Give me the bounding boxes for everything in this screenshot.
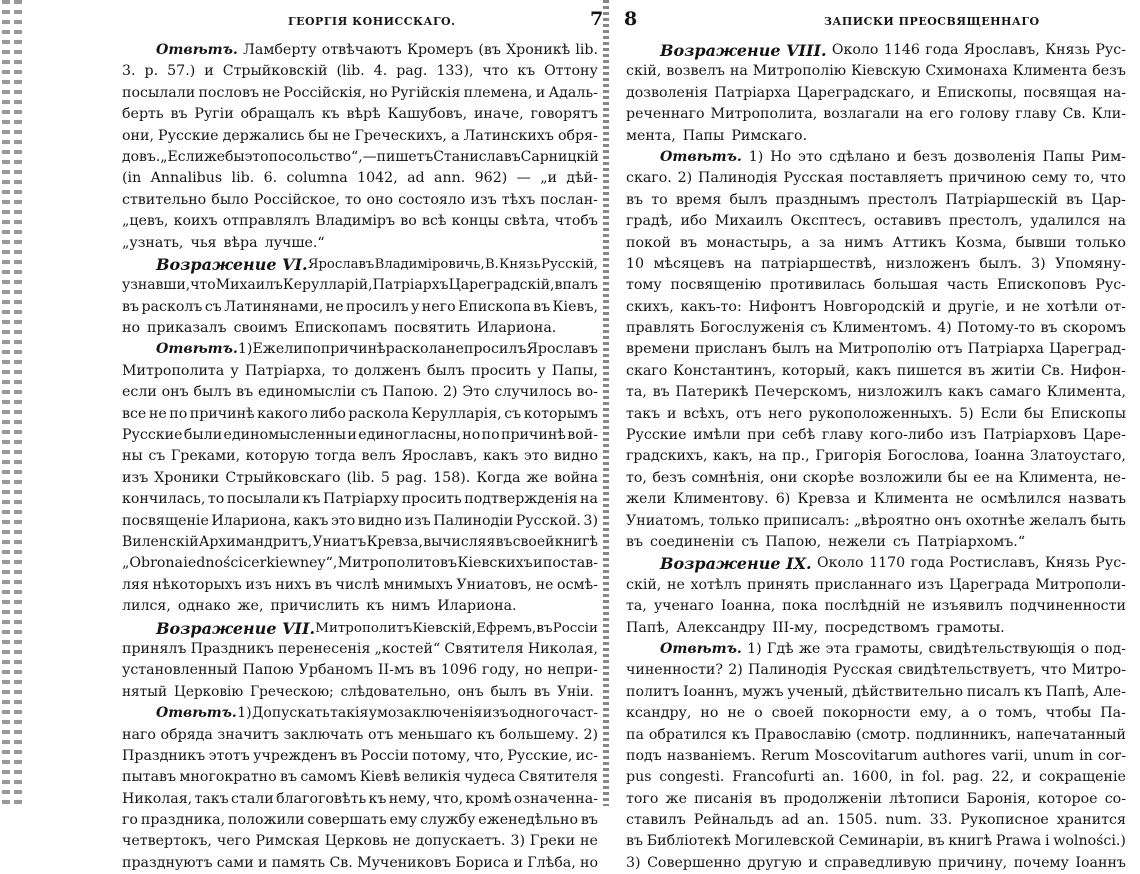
right-page-text-line: того же писанія въ продолженіи лѣтописи Баронія, которое со- — [626, 790, 1126, 807]
left-page-text-line: го праздника, положили совершать ему службу еженедѣльно въ — [122, 812, 598, 829]
right-page-text-line: скій, возвелъ на Митрополію Кіевскую Схимонаха Климента безъ — [626, 63, 1126, 80]
right-page-text-line: скаго. 2) Палинодія Русская поставляетъ причиною сему то, что — [626, 170, 1126, 187]
left-page-text-line: Праздникъ этотъ учрежденъ въ Россіи потому, что, Русские, ис- — [122, 747, 598, 764]
left-page-text-line: все не по причинѣ какого либо раскола Керулларія, съ которымъ — [122, 405, 598, 422]
right-page-text-line: политъ Іоаннъ, мужъ ученый, дѣйствительно писалъ къ Папѣ, Але- — [626, 683, 1126, 700]
left-page-text-line: Виленскій Архимандритъ, Униатъ Кревза, вычисляя въ своей книгѣ — [122, 533, 598, 550]
paragraph-label: Возражение IX. — [660, 554, 812, 574]
right-page-text-line: Отвѣтъ. 1) Гдѣ же эта грамоты, свидѣтельствующія о под- — [626, 639, 1126, 660]
right-running-title: ЗАПИСКИ ПРЕОСВЯЩЕННАГО — [824, 15, 1040, 28]
right-page-text-line: ксандру, но не о своей покорности ему, а о томъ, чтобы Па- — [626, 705, 1126, 722]
left-page-number: 7 — [590, 8, 604, 30]
right-page-text-line: 10 мѣсяцевъ на патріаршествѣ, низложенъ былъ. 3) Упомяну- — [626, 255, 1126, 272]
left-page-text-line: „Obrona iedności cerkiewney“, Митрополитовъ Кіевскихъ и постав- — [122, 555, 598, 572]
left-page-header — [0, 8, 606, 36]
left-page-text-line: лился, однако же, причислить къ нимъ Илариона. — [122, 598, 517, 615]
paragraph-label: Отвѣтъ. — [660, 148, 742, 165]
right-page-text-line: покой въ монастырь, а за нимъ Аттикъ Козма, бывши только — [626, 234, 1126, 251]
left-page-text-line: Николая, такъ стали благоговѣть къ нему, что, кромѣ означенна- — [122, 790, 598, 807]
paragraph-label: Отвѣтъ. — [156, 341, 238, 358]
left-page-text-line: четвертокъ, чего Римская Церковь не допускаетъ. 3) Греки не — [122, 833, 598, 850]
right-page-text-line: скій, не хотѣлъ принять присланнаго изъ Цареграда Митрополи- — [626, 576, 1126, 593]
right-page-text-line: ставилъ Рейнальдъ ad an. 1505. num. 33. Рукописное хранится — [626, 812, 1126, 829]
right-page-text-line: такъ и всѣхъ, отъ него рукоположенныхъ. 5) Если бы Епископы — [626, 405, 1126, 422]
left-page-text-line: ны съ Греками, которую тогда велъ Ярославъ, какъ это видно — [122, 448, 598, 465]
right-page-text-line: Отвѣтъ. 1) Но это сдѣлано и безъ дозволенія Папы Рим- — [626, 147, 1126, 168]
left-page-text-line: Русские были единомысленны и единогласны, но по причинѣ вой- — [122, 427, 598, 444]
right-page — [612, 0, 1140, 871]
left-page-text-line: довъ. „Если же бы это посольство“, — пишетъ Станиславъ Сарницкій — [122, 148, 599, 165]
right-page-text-line: та, ученаго Іоанна, пока послѣдній не изъявилъ подчиненности — [626, 598, 1126, 615]
left-page-text-line: Отвѣтъ. Ламберту отвѣчаютъ Кромеръ (въ Хроникѣ lib. — [122, 40, 598, 61]
right-page-text-line: реченнаго Митрополита, возлагали на его голову главу Св. Кли- — [626, 106, 1126, 123]
left-page-text-line: но приказалъ своимъ Епископамъ посвятить Илариона. — [122, 320, 557, 337]
left-page-text-line: въ расколъ съ Латинянами, не просилъ у него Епископа въ Кіевъ, — [122, 298, 598, 315]
left-page-text-line: наго обряда значитъ заключать отъ меньшаго къ большему. 2) — [122, 726, 598, 743]
right-page-text-line: Униатомъ, только приписалъ: „вѣроятно онъ охотнѣе желалъ быть — [626, 512, 1126, 529]
right-page-text-line: градѣ, ибо Михаилъ Оксптесъ, оставивъ престолъ, удалился на — [626, 213, 1126, 230]
right-page-text-line: подъ названіемъ. Rerum Moscovitarum authores varii, unum in cor- — [626, 747, 1126, 764]
left-page-text-line: узнавши, что Михаилъ Керулларій, Патріархъ Цареградскій, впалъ — [122, 277, 598, 294]
left-page-text-line: Возражение VI. Ярославъ Владиміровичь, В. Князь Русскій, — [156, 254, 598, 274]
right-page-text-line: чиненности? 2) Палинодія Русская свидѣтельствуетъ, что Митро- — [626, 662, 1126, 679]
paragraph-label: Отвѣтъ. — [156, 42, 238, 58]
left-page-text-line: празднуютъ сами и память Св. Мучениковъ Бориса и Глѣба, но — [122, 854, 598, 871]
left-page-text-line: принялъ Праздникъ перенесенія „костей“ Святителя Николая, — [122, 640, 598, 657]
left-page-text-line: нятый Церковію Греческою; слѣдовательно, онъ былъ въ Уніи. — [122, 683, 594, 700]
right-page-text-line: правлять Богослуженія съ Климентомъ. 4) Потому-то въ скоромъ — [626, 320, 1126, 337]
right-page-text-line: тому посвященію противилась большая часть Епископовъ Рус- — [626, 277, 1126, 294]
right-page-header — [612, 8, 1140, 36]
right-page-number: 8 — [624, 8, 638, 30]
left-page-text-line: 3. p. 57.) и Стрыйковскій (lib. 4. pag. 133), что къ Оттону — [122, 63, 598, 80]
right-page-text-line: Возражение IX. Около 1170 года Ростиславъ, Князь Рус- — [660, 554, 1126, 574]
left-page-text-line: установленный Папою Урбаномъ II-мъ въ 1096 году, но непри- — [122, 662, 598, 679]
paragraph-label: Возражение VIII. — [660, 41, 827, 60]
left-page-text-line: они, Русские держались бы не Греческихъ, а Латинскихъ обря- — [122, 127, 598, 144]
left-running-title: ГЕОРГІЯ КОНИССКАГО. — [288, 15, 456, 28]
paragraph-label: Отвѣтъ. — [660, 640, 742, 657]
right-page-text-line: pus congesti. Francofurti an. 1600, in fol. pag. 22, и сокращеніе — [626, 769, 1126, 786]
page-gutter — [603, 0, 609, 806]
right-page-text-line: мента, Папы Римскаго. — [626, 127, 808, 144]
right-page-text-line: скихъ, какъ-то: Нифонтъ Новгородскій и другіе, и не хотѣли от- — [626, 298, 1126, 315]
left-page-text-line: изъ Хроники Стрыйковскаго (lib. 5 pag. 158). Когда же война — [122, 469, 598, 486]
left-page-text-line: кончилась, то посылали къ Патріарху просить подтвержденія на — [122, 491, 598, 508]
left-page-body — [122, 40, 599, 871]
right-page-text-line: скаго Константинъ, который, какъ пишется въ житіи Св. Нифон- — [626, 362, 1126, 379]
left-page-text-line: (in Annalibus lib. 6. columna 1042, ad ann. 962) — „и дѣй- — [122, 170, 598, 187]
right-page-text-line: па обратился къ Православію (смотр. подлинникъ, напечатанный — [626, 726, 1126, 743]
right-page-text-line: Русские имѣли при себѣ главу кого-либо изъ Патріарховъ Царе- — [626, 427, 1126, 444]
left-page-text-line: Возражение VII. Митрополитъ Кіевскій, Ефремъ, въ Россіи — [156, 618, 598, 638]
left-page-text-line: берть въ Ругіи обращалъ къ вѣрѣ Кашубовъ, иначе, говорятъ — [122, 106, 598, 123]
left-page-text-line: посылали пословъ не Россійскія, но Ругійскія племена, и Адаль- — [122, 84, 598, 101]
left-page-text-line: „узнать, чья вѣра лучше.“ — [122, 234, 325, 251]
right-page-text-line: въ то время былъ празднымъ престолъ Патріаршескій въ Цар- — [626, 191, 1126, 208]
right-page-text-line: Возражение VIII. Около 1146 года Ярославъ, Князь Рус- — [660, 41, 1126, 60]
right-page-text-line: та, въ Патерикѣ Печерскомъ, низложилъ какъ самаго Климента, — [626, 384, 1126, 401]
right-page-text-line: градскихъ, какъ, на пр., Григорія Богослова, Іоанна Златоустаго, — [626, 448, 1126, 465]
left-page-text-line: Отвѣтъ. 1) Допускать такія умозаключенія изъ одного част- — [122, 703, 598, 724]
left-page-text-line: пытавъ многократно въ самомъ Кіевѣ великія чудеса Святителя — [122, 769, 598, 786]
right-page-body — [626, 40, 1126, 871]
left-page-text-line: Отвѣтъ. 1) Ежели по причинѣ раскола не просилъ Ярославъ — [122, 339, 598, 360]
left-page-text-line: Митрополита у Патріарха, то долженъ былъ просить у Папы, — [122, 362, 598, 379]
paragraph-label: Возражение VII. — [156, 618, 316, 638]
right-page-text-line: въ соединеніи съ Папою, нежели съ Патріархомъ.“ — [626, 533, 1026, 550]
right-page-text-line: жели Климентову. 6) Кревза и Климента не осмѣлился назвать — [626, 491, 1126, 508]
left-page-text-line: ствительно было Россійское, то оно состояло изъ тѣхъ послан- — [122, 191, 598, 208]
right-page-text-line: дозволенія Патріарха Цареградскаго, и Епископы, посвящая на- — [626, 84, 1126, 101]
paragraph-label: Возражение VI. — [156, 254, 308, 274]
left-page-text-line: посвященіе Илариона, какъ это видно изъ Палинодіи Русской. 3) — [122, 512, 598, 529]
left-page-text-line: если онъ былъ въ единомысліи съ Папою. 2) Это случилось во- — [122, 384, 598, 401]
paragraph-label: Отвѣтъ. — [156, 705, 237, 722]
left-page-text-line: „цевъ, коихъ отправлялъ Владиміръ во всѣ концы свѣта, чтобъ — [122, 213, 598, 230]
right-page-text-line: то, безъ сомнѣнія, они скорѣе возложили бы ее на Климента, не- — [626, 469, 1126, 486]
right-page-text-line: 3) Совершенно другую и справедливую причину, почему Іоаннъ — [626, 854, 1126, 871]
right-page-text-line: Папѣ, Александру III-му, посредствомъ грамоты. — [626, 619, 1005, 636]
right-page-text-line: въ Библіотекѣ Могилевской Семинаріи, въ книгѣ Prawa i wolności.) — [626, 833, 1126, 850]
left-page-text-line: ляя нѣкоторыхъ изъ нихъ въ числѣ мнимыхъ Униатовъ, не осмѣ- — [122, 576, 598, 593]
right-page-text-line: времени присланъ былъ на Митрополію отъ Патріарха Цареград- — [626, 341, 1126, 358]
